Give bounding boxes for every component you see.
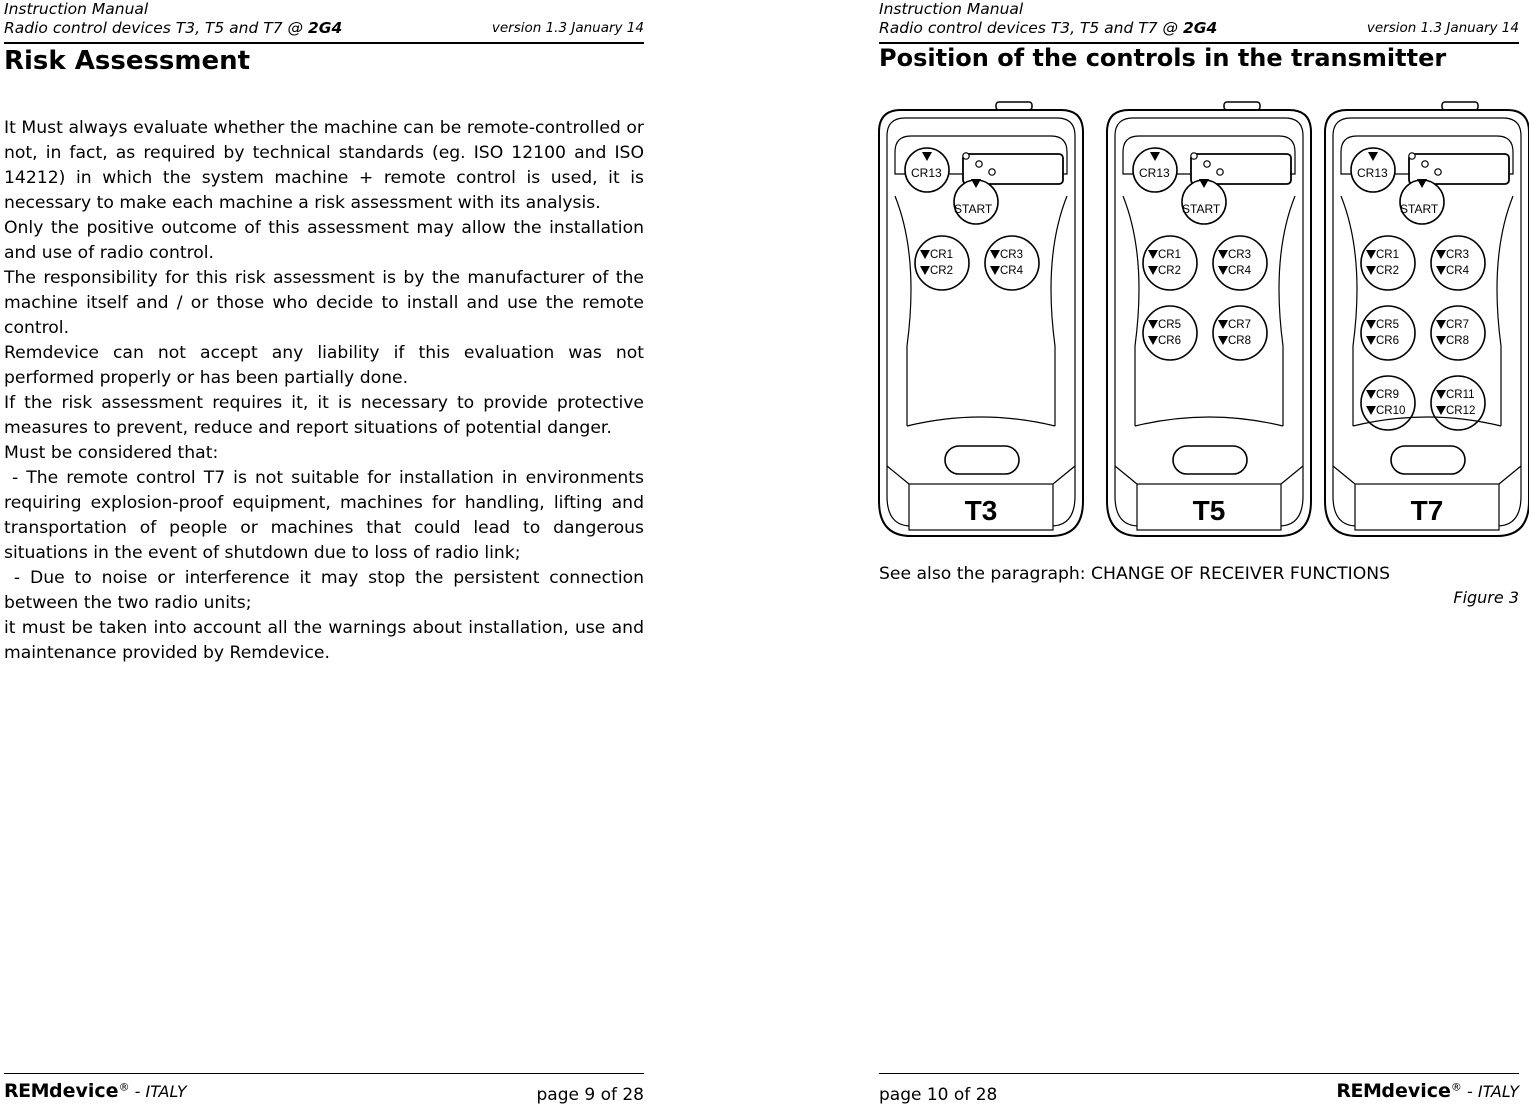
- logo-suffix: device: [1381, 1080, 1451, 1102]
- antenna-nub: [996, 102, 1032, 110]
- function-button: [1213, 236, 1267, 290]
- function-button: [1143, 236, 1197, 290]
- page-number: page 9 of 28: [536, 1085, 644, 1105]
- paragraph: it must be taken into account all the warnings about installation, use and maintenance provided by Remdevice.: [4, 618, 644, 663]
- start-label: START: [1182, 202, 1221, 216]
- header-version: version 1.3 January 14: [1366, 20, 1519, 36]
- model-label: T7: [1410, 495, 1444, 526]
- function-label: CR12: [1446, 405, 1476, 417]
- logo-country: - ITALY: [129, 1082, 187, 1101]
- function-label: CR9: [1376, 389, 1400, 401]
- led-icon: [1204, 161, 1210, 167]
- brand-logo: [1336, 1080, 1519, 1102]
- function-label: CR3: [1446, 249, 1470, 261]
- paragraph: - The remote control T7 is not suitable for installation in environments requiring explosion-proof equipment, machines for handling, lifting and transportation of people or machines that could lead to dangerous situations in the event of shutdown due to loss of radio link;: [4, 468, 650, 563]
- function-label: CR8: [1446, 335, 1470, 347]
- function-label: CR1: [1376, 249, 1400, 261]
- footer-rule: [879, 1073, 1519, 1074]
- brand-logo: [4, 1080, 187, 1102]
- function-label: CR4: [1446, 265, 1470, 277]
- figure-caption: See also the paragraph: CHANGE OF RECEIVER FUNCTIONS: [879, 564, 1391, 584]
- function-label: CR1: [930, 249, 954, 261]
- model-label: T5: [1192, 495, 1226, 526]
- transmitter-t5: [1107, 102, 1311, 536]
- paragraph: Only the positive outcome of this assessment may allow the installation and use of radio control.: [4, 218, 644, 263]
- header-device-line: Radio control devices T3, T5 and T7 @: [4, 19, 308, 37]
- right-page: [879, 0, 1519, 1109]
- page-header: [879, 0, 1519, 39]
- paragraph: It Must always evaluate whether the machine can be remote-controlled or not, in fact, as required by technical standards (eg. ISO 12100 and ISO 14212) in which the system machine + remote control is used, it is necessary to make each machine a risk assessment with its analysis.: [4, 118, 644, 213]
- function-label: CR10: [1376, 405, 1406, 417]
- paragraph: - Due to noise or interference it may stop the persistent connection between the two radio units;: [4, 568, 650, 613]
- footer-rule: [4, 1073, 644, 1074]
- led-icon: [1422, 161, 1428, 167]
- antenna-nub: [1442, 102, 1478, 110]
- function-label: CR3: [1228, 249, 1252, 261]
- logo-prefix: REM: [1336, 1080, 1382, 1102]
- header-version: version 1.3 January 14: [491, 20, 644, 36]
- figure-label: Figure 3: [1453, 588, 1519, 607]
- led-icon: [976, 161, 982, 167]
- function-label: CR3: [1000, 249, 1024, 261]
- function-button: [1431, 236, 1485, 290]
- header-rule: [4, 42, 644, 44]
- page-title: Risk Assessment: [4, 46, 251, 76]
- function-button: [1361, 236, 1415, 290]
- page-number: page 10 of 28: [879, 1085, 998, 1105]
- function-label: CR2: [930, 265, 954, 277]
- transmitter-t7: [1325, 102, 1529, 536]
- function-label: CR2: [1376, 265, 1400, 277]
- start-label: START: [954, 202, 993, 216]
- left-page: [4, 0, 650, 1109]
- header-band: 2G4: [1182, 19, 1218, 37]
- belt-slot: [945, 446, 1019, 474]
- logo-registered: ®: [1450, 1080, 1462, 1094]
- function-label: CR7: [1228, 319, 1252, 331]
- function-button: [1361, 306, 1415, 360]
- page-title: Position of the controls in the transmitter: [879, 44, 1447, 72]
- cr13-label: CR13: [1357, 166, 1388, 180]
- function-label: CR5: [1376, 319, 1400, 331]
- paragraph: If the risk assessment requires it, it is necessary to provide protective measures to prevent, reduce and report situations of potential danger.: [4, 393, 644, 438]
- paragraph: Must be considered that:: [4, 443, 219, 463]
- led-icon: [1409, 153, 1415, 159]
- function-button: [1143, 306, 1197, 360]
- led-icon: [1435, 169, 1441, 175]
- belt-slot: [1391, 446, 1465, 474]
- function-label: CR4: [1228, 265, 1252, 277]
- led-icon: [1217, 169, 1223, 175]
- header-device-line: Radio control devices T3, T5 and T7 @: [879, 19, 1183, 37]
- logo-country: - ITALY: [1461, 1082, 1519, 1101]
- function-label: CR11: [1446, 389, 1475, 401]
- led-icon: [989, 169, 995, 175]
- function-label: CR1: [1158, 249, 1182, 261]
- function-label: CR7: [1446, 319, 1470, 331]
- cr13-label: CR13: [1139, 166, 1170, 180]
- model-label: T3: [964, 495, 998, 526]
- function-button: [1213, 306, 1267, 360]
- logo-registered: ®: [118, 1080, 130, 1094]
- function-button: [985, 236, 1039, 290]
- function-label: CR6: [1376, 335, 1400, 347]
- header-manual-title: Instruction Manual: [879, 0, 1024, 18]
- function-label: CR8: [1228, 335, 1252, 347]
- logo-prefix: REM: [4, 1080, 50, 1102]
- header-manual-title: Instruction Manual: [4, 0, 149, 18]
- cr13-label: CR13: [911, 166, 942, 180]
- function-label: CR4: [1000, 265, 1024, 277]
- function-button: [1431, 306, 1485, 360]
- antenna-nub: [1224, 102, 1260, 110]
- function-label: CR6: [1158, 335, 1182, 347]
- function-button: [1431, 376, 1485, 430]
- paragraph: Remdevice can not accept any liability if this evaluation was not performed properly or has been partially done.: [4, 343, 644, 388]
- transmitter-figure: [871, 96, 1529, 546]
- transmitter-t3: [879, 102, 1083, 536]
- start-label: START: [1400, 202, 1439, 216]
- page-header: [4, 0, 644, 39]
- function-label: CR5: [1158, 319, 1182, 331]
- logo-suffix: device: [49, 1080, 119, 1102]
- function-button: [915, 236, 969, 290]
- header-band: 2G4: [307, 19, 343, 37]
- paragraph: The responsibility for this risk assessment is by the manufacturer of the machine itself and / or those who decide to install and use the remote control.: [4, 268, 644, 338]
- body-text: [4, 116, 650, 666]
- led-icon: [963, 153, 969, 159]
- belt-slot: [1173, 446, 1247, 474]
- function-label: CR2: [1158, 265, 1182, 277]
- led-icon: [1191, 153, 1197, 159]
